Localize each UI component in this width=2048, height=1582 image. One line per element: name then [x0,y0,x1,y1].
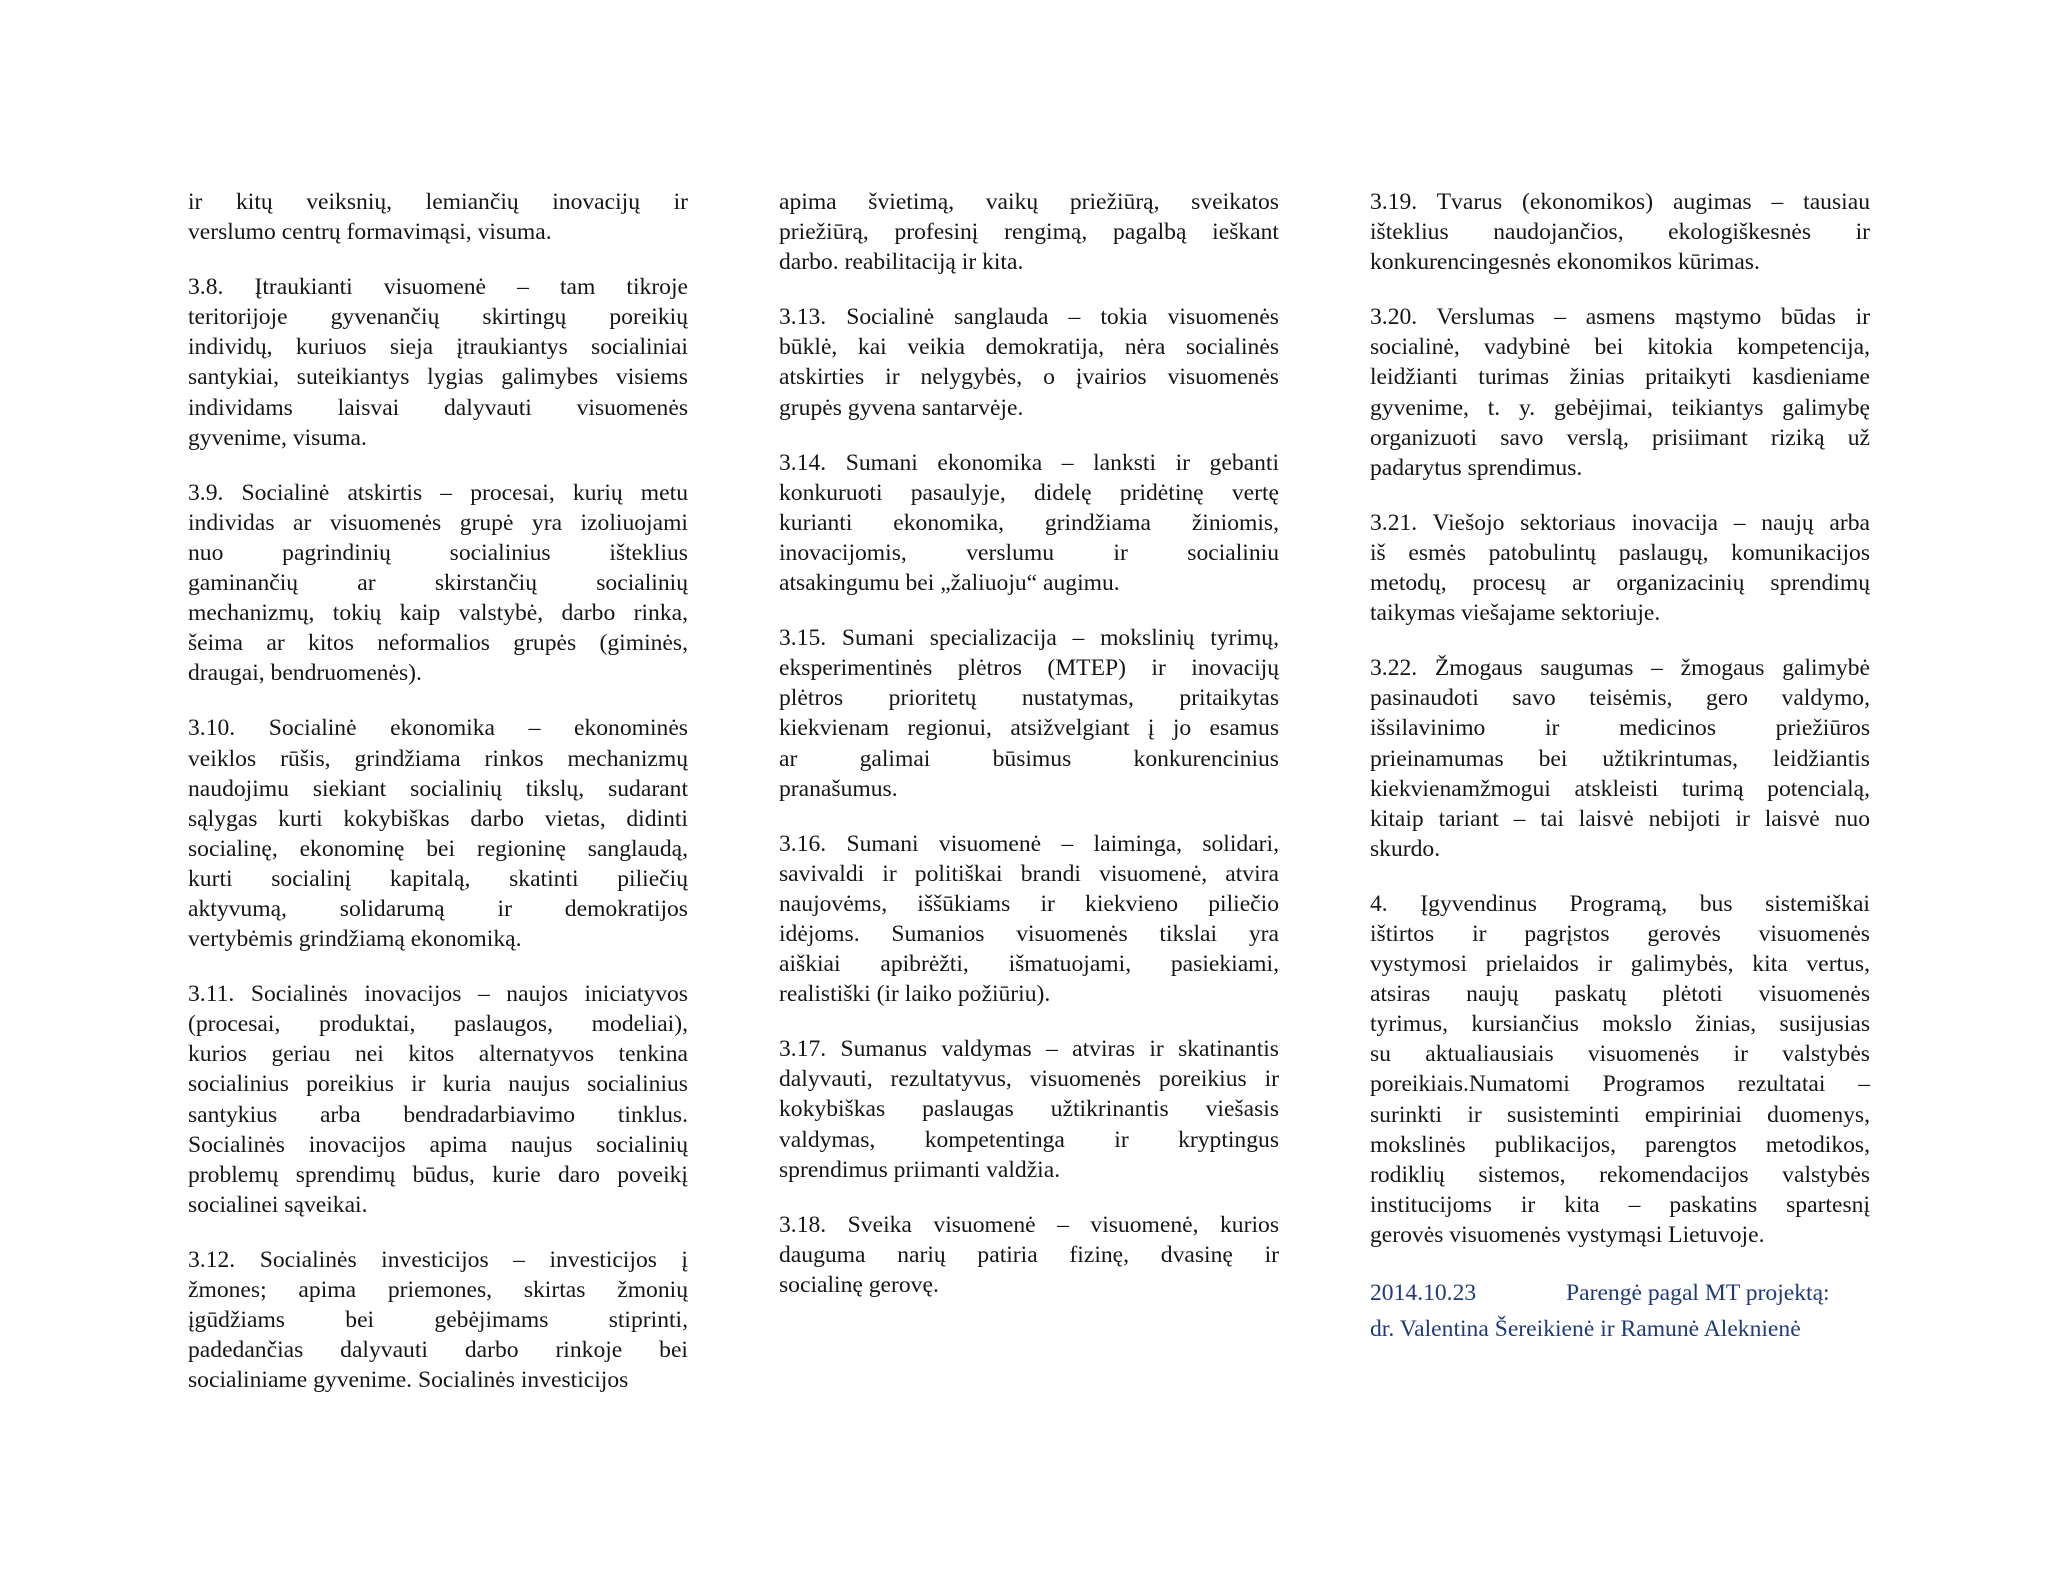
signature-line-1 [1370,1275,1870,1311]
text-line: 3.17. Sumanus valdymas – atviras ir skatinantis [779,1036,1279,1063]
text-line: verslumo centrų formavimąsi, visuma. [188,219,552,246]
paragraph [779,1034,1279,1184]
text-line: vertybėmis grindžiamą ekonomiką. [188,926,522,953]
text-line: 3.10. Socialinė ekonomika – ekonominės [188,715,688,742]
text-line: socialinius poreikius ir kuria naujus socialinius [188,1071,688,1098]
text-column-1 [188,187,688,1420]
paragraph [188,272,688,453]
text-line: socialiniame gyvenime. Socialinės investicijos [188,1367,629,1394]
text-line: taikymas viešajame sektoriuje. [1370,600,1661,627]
text-line: 3.21. Viešojo sektoriaus inovacija – naujų arba [1370,509,1870,536]
text-line: 3.13. Socialinė sanglauda – tokia visuomenės [779,304,1279,331]
text-line: metodų, procesų ar organizacinių sprendimų [1370,570,1870,597]
text-line: 3.16. Sumani visuomenė – laiminga, solidari, [779,830,1279,857]
text-line: gaminančių ar skirstančių socialinių [188,570,688,597]
text-line: iš esmės patobulintų paslaugų, komunikacijos [1370,539,1870,566]
text-line: ištirtos ir pagrįstos gerovės visuomenės [1370,920,1870,947]
text-line: mokslinės publikacijos, parengtos metodikos, [1370,1131,1870,1158]
signature-authors: dr. Valentina Šereikienė ir Ramunė Aleknienė [1370,1316,1801,1342]
text-line: individams laisvai dalyvauti visuomenės [188,394,688,421]
text-line: santykius arba bendradarbiavimo tinklus. [188,1101,688,1128]
text-line: kurianti ekonomika, grindžiama žiniomis, [779,509,1279,536]
text-line: eksperimentinės plėtros (MTEP) ir inovacijų [779,655,1279,682]
text-line: problemų sprendimų būdus, kurie daro poveikį [188,1161,688,1188]
text-line: naudojimu siekiant socialinių tikslų, sudarant [188,775,688,802]
text-line: 3.19. Tvarus (ekonomikos) augimas – tausiau [1370,189,1870,215]
text-line: socialinę gerovę. [779,1271,939,1298]
text-line: kokybiškas paslaugas užtikrinantis viešasis [779,1096,1279,1123]
text-line: išteklius naudojančios, ekologiškesnės ir [1370,219,1870,246]
text-column-2 [779,187,1279,1325]
text-line: 3.22. Žmogaus saugumas – žmogaus galimybė [1370,655,1870,682]
text-line: sąlygas kurti kokybiškas darbo vietas, didinti [188,805,688,832]
text-line: teritorijoje gyvenančių skirtingų poreikių [188,304,688,331]
text-line: realistiški (ir laiko požiūriu). [779,981,1051,1008]
text-line: priežiūrą, profesinį rengimą, pagalbą ieškant [779,219,1279,246]
paragraph [188,478,688,689]
text-line: ar galimai būsimus konkurencinius [779,745,1279,772]
text-line: 3.8. Įtraukianti visuomenė – tam tikroje [188,274,688,301]
text-line: 3.12. Socialinės investicijos – investicijos į [188,1246,688,1273]
text-line: 3.18. Sveika visuomenė – visuomenė, kurios [779,1211,1279,1238]
text-line: santykiai, suteikiantys lygias galimybes visiems [188,364,688,391]
text-line: kurti socialinį kapitalą, skatinti piliečių [188,865,688,892]
text-line: kiekvienamžmogui atskleisti turimą potencialą, [1370,775,1870,802]
text-line: pranašumus. [779,775,898,802]
text-line: 3.20. Verslumas – asmens mąstymo būdas ir [1370,304,1870,331]
text-line: socialinę, ekonominę bei regioninę sanglaudą, [188,835,688,862]
text-line: išsilavinimo ir medicinos priežiūros [1370,715,1870,742]
text-line: leidžianti turimas žinias pritaikyti kasdieniame [1370,364,1870,391]
text-line: 3.14. Sumani ekonomika – lanksti ir gebanti [779,449,1279,476]
text-line: apima švietimą, vaikų priežiūrą, sveikatos [779,189,1279,215]
text-line: konkurencingesnės ekonomikos kūrimas. [1370,249,1760,276]
paragraph [188,1245,688,1395]
text-line: gyvenime, visuma. [188,424,367,451]
text-line: Socialinės inovacijos apima naujus socialinių [188,1131,688,1158]
text-line: socialinei sąveikai. [188,1191,368,1218]
text-line: gerovės visuomenės vystymąsi Lietuvoje. [1370,1221,1765,1248]
text-line: idėjoms. Sumanios visuomenės tikslai yra [779,920,1279,947]
signature-date: 2014.10.23 [1370,1280,1477,1306]
text-line: šeima ar kitos neformalios grupės (giminės, [188,630,688,657]
text-line: pasinaudoti savo teisėmis, gero valdymo, [1370,685,1870,712]
text-line: kiekvienam regionui, atsižvelgiant į jo esamus [779,715,1279,742]
text-line: institucijoms ir kita – paskatins spartesnį [1370,1191,1870,1218]
text-line: individų, kuriuos sieja įtraukiantys socialiniai [188,334,688,361]
text-line: 3.15. Sumani specializacija – mokslinių tyrimų, [779,625,1279,652]
text-line: (procesai, produktai, paslaugos, modeliai), [188,1011,688,1038]
text-line: socialinė, vadybinė bei kitokia kompetencija, [1370,334,1870,361]
paragraph [779,1210,1279,1300]
text-line: skurdo. [1370,835,1441,862]
text-line: kurios geriau nei kitos alternatyvos tenkina [188,1041,688,1068]
text-line: tyrimus, kursiančius mokslo žinias, susijusias [1370,1011,1870,1038]
text-line: padarytus sprendimus. [1370,454,1583,481]
paragraph [779,623,1279,804]
text-line: aiškiai apibrėžti, išmatuojami, pasiekiami, [779,951,1279,978]
paragraph [1370,653,1870,864]
text-line: 4. Įgyvendinus Programą, bus sistemiškai [1370,890,1870,917]
text-line: mechanizmų, tokių kaip valstybė, darbo rinka, [188,600,688,627]
text-column-3 [1370,187,1870,1347]
paragraph [779,448,1279,598]
paragraph [779,829,1279,1010]
text-line: naujovėms, iššūkiams ir kiekvieno piliečio [779,890,1279,917]
text-line: aktyvumą, solidarumą ir demokratijos [188,895,688,922]
text-line: su aktualiausiais visuomenės ir valstybės [1370,1041,1870,1068]
paragraph [188,713,688,954]
text-line: žmones; apima priemones, skirtas žmonių [188,1277,688,1303]
column-3-paragraphs [1370,187,1870,1250]
text-line: dalyvauti, rezultatyvus, visuomenės poreikius ir [779,1066,1279,1093]
text-line: gyvenime, t. y. gebėjimai, teikiantys galimybę [1370,394,1870,421]
paragraph [1370,889,1870,1250]
text-line: individas ar visuomenės grupė yra izoliuojami [188,509,688,536]
text-line: 3.9. Socialinė atskirtis – procesai, kurių metu [188,479,688,506]
text-line: organizuoti savo verslą, prisiimant riziką už [1370,424,1870,451]
paragraph [188,979,688,1220]
text-line: plėtros prioritetų nustatymas, pritaikytas [779,685,1279,712]
text-line: prieinamumas bei užtikrintumas, leidžiantis [1370,745,1870,772]
text-line: 3.11. Socialinės inovacijos – naujos iniciatyvos [188,981,688,1008]
text-line: dauguma narių patiria fizinę, dvasinę ir [779,1241,1279,1268]
text-line: atsiras naujų paskatų plėtoti visuomenės [1370,981,1870,1008]
text-line: konkuruoti pasaulyje, didelę pridėtinę vertę [779,479,1279,506]
text-line: padedančias dalyvauti darbo rinkoje bei [188,1337,688,1364]
text-line: ir kitų veiksnių, lemiančių inovacijų ir [188,189,688,215]
text-line: poreikiais.Numatomi Programos rezultatai – [1370,1071,1870,1098]
text-line: veiklos rūšis, grindžiama rinkos mechanizmų [188,745,688,772]
paragraph [779,302,1279,422]
text-line: būklė, kai veikia demokratija, nėra socialinės [779,334,1279,361]
text-line: vystymosi prielaidos ir galimybės, kita vertus, [1370,951,1870,978]
paragraph [1370,508,1870,628]
text-line: atsakingumu bei „žaliuoju“ augimu. [779,570,1120,597]
text-line: darbo. reabilitaciją ir kita. [779,249,1024,276]
signature-block [1370,1275,1870,1347]
text-line: grupės gyvena santarvėje. [779,394,1024,421]
text-line: inovacijomis, verslumu ir socialiniu [779,539,1279,566]
text-line: atskirties ir nelygybės, o įvairios visuomenės [779,364,1279,391]
text-line: kitaip tariant – tai laisvė nebijoti ir laisvė nuo [1370,805,1870,832]
paragraph [1370,302,1870,483]
text-line: nuo pagrindinių socialinius išteklius [188,539,688,566]
paragraph [188,187,688,247]
text-line: savivaldi ir politiškai brandi visuomenė, atvira [779,860,1279,887]
text-line: surinkti ir susisteminti empiriniai duomenys, [1370,1101,1870,1128]
text-line: valdymas, kompetentinga ir kryptingus [779,1126,1279,1153]
paragraph [779,187,1279,277]
signature-prepared-label: Parengė pagal MT projektą: [1566,1280,1830,1306]
text-line: įgūdžiams bei gebėjimams stiprinti, [188,1307,688,1334]
text-line: rodiklių sistemos, rekomendacijos valstybės [1370,1161,1870,1188]
text-line: sprendimus priimanti valdžia. [779,1156,1061,1183]
paragraph [1370,187,1870,277]
text-line: draugai, bendruomenės). [188,660,422,687]
